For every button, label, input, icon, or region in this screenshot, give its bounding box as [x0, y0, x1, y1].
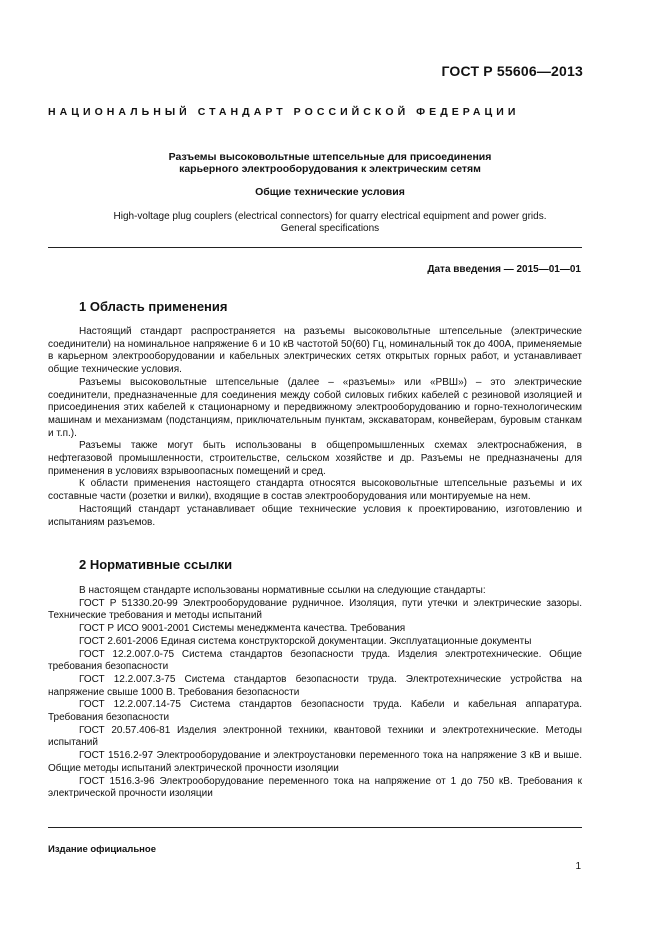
paragraph: Разъемы высоковольтные штепсельные (далее – «разъемы» или «РВШ») – это электрические соединители, предназначенные для соединения между собой силовых гибких кабелей с резиновой изоляцией и присоединения этих кабелей к стационарному и передвижному электрооборудованию и горно-технологическим машинам и механизмам (подстанциям, приключательным пунктам, экскаваторам, конвейерам, буровым станкам и т.п.). — [48, 376, 582, 439]
reference-item: В настоящем стандарте использованы нормативные ссылки на следующие стандарты: — [79, 585, 486, 596]
document-subtitle-ru: Общие технические условия — [255, 186, 405, 198]
title-ru-line-2: карьерного электрооборудования к электрическим сетям — [179, 163, 481, 175]
reference-item: ГОСТ Р 51330.20-99 Электрооборудование рудничное. Изоляция, пути утечки и электрические зазоры. Технические требования и методы испытаний — [48, 597, 582, 622]
title-en-line-2: General specifications — [280, 223, 380, 234]
section-2-heading: 2 Нормативные ссылки — [79, 557, 233, 572]
section-2-body — [48, 585, 582, 801]
page-number: 1 — [575, 861, 581, 872]
section-1-body — [48, 326, 582, 529]
paragraph: Настоящий стандарт устанавливает общие технические условия к проектированию, изготовлению и испытаниям разъемов. — [48, 503, 582, 528]
edition-label: Издание официальное — [48, 844, 156, 855]
reference-item: ГОСТ 1516.3-96 Электрооборудование переменного тока на напряжение от 1 до 750 кВ. Требования к электрической прочности изоляции — [48, 775, 582, 800]
paragraph: Разъемы также могут быть использованы в общепромышленных схемах электроснабжения, в нефтегазовой промышленности, строительстве, сельском хозяйстве и др. Разъемы не предназначены для применения в условиях взрывоопасных помещений и сред. — [48, 440, 582, 477]
paragraph: Настоящий стандарт распространяется на разъемы высоковольтные штепсельные (электрические соединители) на номинальное напряжение 6 и 10 кВ частотой 50(60) Гц, номинальный ток до 400А, применяемые в карьерном электрооборудовании и кабельных электрических сетях открытых горных работ, и устанавливает общие технические условия. — [48, 326, 582, 376]
section-1-heading: 1 Область применения — [79, 299, 228, 314]
reference-item: ГОСТ 12.2.007.3-75 Система стандартов безопасности труда. Электротехнические устройства на напряжение свыше 1000 В. Требования безопасности — [48, 673, 582, 698]
title-ru-line-1: Разъемы высоковольтные штепсельные для присоединения — [168, 151, 492, 163]
reference-item: ГОСТ 1516.2-97 Электрооборудование и электроустановки переменного тока на напряжение 3 кВ и выше. Общие методы испытаний электрической прочности изоляции — [48, 750, 582, 774]
divider-bottom — [48, 827, 582, 828]
divider-top — [48, 247, 582, 248]
gost-number: ГОСТ Р 55606—2013 — [441, 63, 583, 79]
reference-item: ГОСТ 2.601-2006 Единая система конструкторской документации. Эксплуатационные документы — [79, 635, 532, 647]
reference-item: ГОСТ Р ИСО 9001-2001 Системы менеджмента качества. Требования — [79, 623, 406, 635]
paragraph: К области применения настоящего стандарта относятся высоковольтные штепсельные разъемы и их составные части (розетки и вилки), входящие в состав электрооборудования или монтируемые на нем. — [48, 478, 582, 503]
title-en-line-1: High-voltage plug couplers (electrical connectors) for quarry electrical equipment and power grids. — [113, 211, 547, 222]
intro-date: Дата введения — 2015—01—01 — [427, 264, 581, 275]
document-title-ru — [80, 151, 580, 175]
reference-item: ГОСТ 12.2.007.14-75 Система стандартов безопасности труда. Кабели и кабельная аппаратура. Требования безопасности — [48, 699, 582, 724]
document-title-en — [60, 211, 600, 235]
reference-item: ГОСТ 20.57.406-81 Изделия электронной техники, квантовой техники и электротехнические. Методы испытаний — [48, 724, 582, 749]
national-standard-title: НАЦИОНАЛЬНЫЙ СТАНДАРТ РОССИЙСКОЙ ФЕДЕРАЦИИ — [48, 106, 520, 118]
reference-item: ГОСТ 12.2.007.0-75 Система стандартов безопасности труда. Изделия электротехнические. Общие требования безопасности — [48, 648, 582, 673]
